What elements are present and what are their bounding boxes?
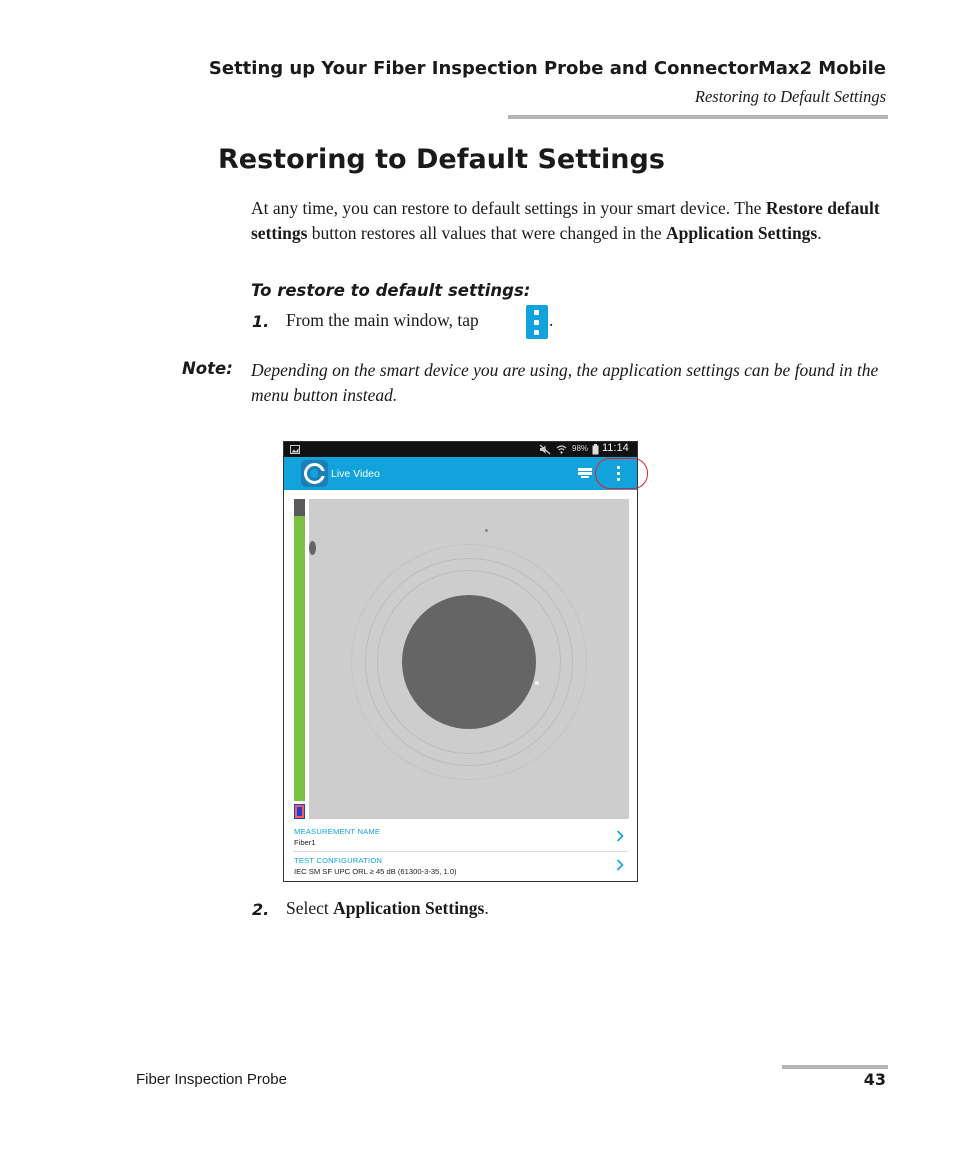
intro-bold-app-settings: Application Settings: [666, 222, 818, 243]
test-configuration-value[interactable]: IEC SM SF UPC ORL ≥ 45 dB (61300-3-35, 1.0): [294, 867, 457, 876]
gallery-icon: [290, 445, 300, 454]
intro-paragraph: [251, 196, 881, 245]
measurement-name-label: MEASUREMENT NAME: [294, 827, 381, 836]
step-2-text: [286, 898, 489, 919]
battery-icon: [592, 444, 599, 455]
footer-rule: [782, 1065, 888, 1069]
level-bar-top: [294, 499, 305, 516]
chapter-title: Setting up Your Fiber Inspection Probe and ConnectorMax2 Mobile: [208, 58, 886, 79]
fiber-image: [309, 499, 629, 819]
step-2-number: 2.: [252, 900, 270, 919]
test-configuration-label: TEST CONFIGURATION: [294, 856, 383, 865]
wifi-icon: [556, 444, 567, 455]
battery-percent: 98%: [572, 444, 589, 453]
footer-product: Fiber Inspection Probe: [136, 1071, 287, 1088]
fiber-core: [402, 595, 536, 729]
step-1-text: From the main window, tap: [286, 310, 479, 330]
row-divider: [293, 851, 628, 852]
step-1-period: .: [549, 310, 554, 330]
app-title: Live Video: [331, 468, 380, 480]
step-1-number: 1.: [252, 312, 270, 331]
step-2-bold: Application Settings: [333, 898, 485, 918]
step-2-period: .: [484, 898, 489, 918]
measurement-name-value[interactable]: Fiber1: [294, 838, 316, 847]
app-screenshot: [284, 442, 637, 881]
section-title: Restoring to Default Settings: [694, 87, 886, 106]
chevron-right-icon[interactable]: [616, 830, 624, 842]
intro-text-1: At any time, you can restore to default settings in your smart device. The: [251, 198, 766, 218]
intro-text-3: .: [817, 222, 822, 243]
debris-spot: [309, 541, 316, 555]
step-2-prefix: Select: [286, 898, 334, 918]
menu-highlight-circle: [595, 458, 648, 489]
intro-text-2: button restores all values that were changed in the: [307, 222, 667, 243]
probe-icon[interactable]: [578, 466, 592, 478]
vertical-dots-menu-icon: [526, 305, 548, 339]
app-bar: [284, 457, 637, 490]
status-bar: [284, 442, 637, 457]
note-text: Depending on the smart device you are using, the application settings can be found in the menu button instead.: [251, 360, 879, 405]
page-heading: Restoring to Default Settings: [218, 144, 665, 175]
highlight-spot: [535, 681, 539, 685]
intro-bold-restore: Restore default settings: [251, 198, 880, 243]
debris-spot: [485, 529, 488, 532]
page-number: 43: [863, 1070, 886, 1089]
app-logo-icon: [301, 460, 328, 487]
level-indicator: [294, 804, 305, 819]
procedure-title: To restore to default settings:: [251, 281, 531, 300]
app-logo: [301, 460, 328, 487]
note-label: Note:: [182, 359, 233, 378]
mute-icon: [539, 444, 551, 455]
focus-level-bar: [294, 516, 305, 801]
header-rule: [508, 115, 888, 119]
chevron-right-icon[interactable]: [616, 859, 624, 871]
status-time: 11:14: [602, 442, 629, 454]
